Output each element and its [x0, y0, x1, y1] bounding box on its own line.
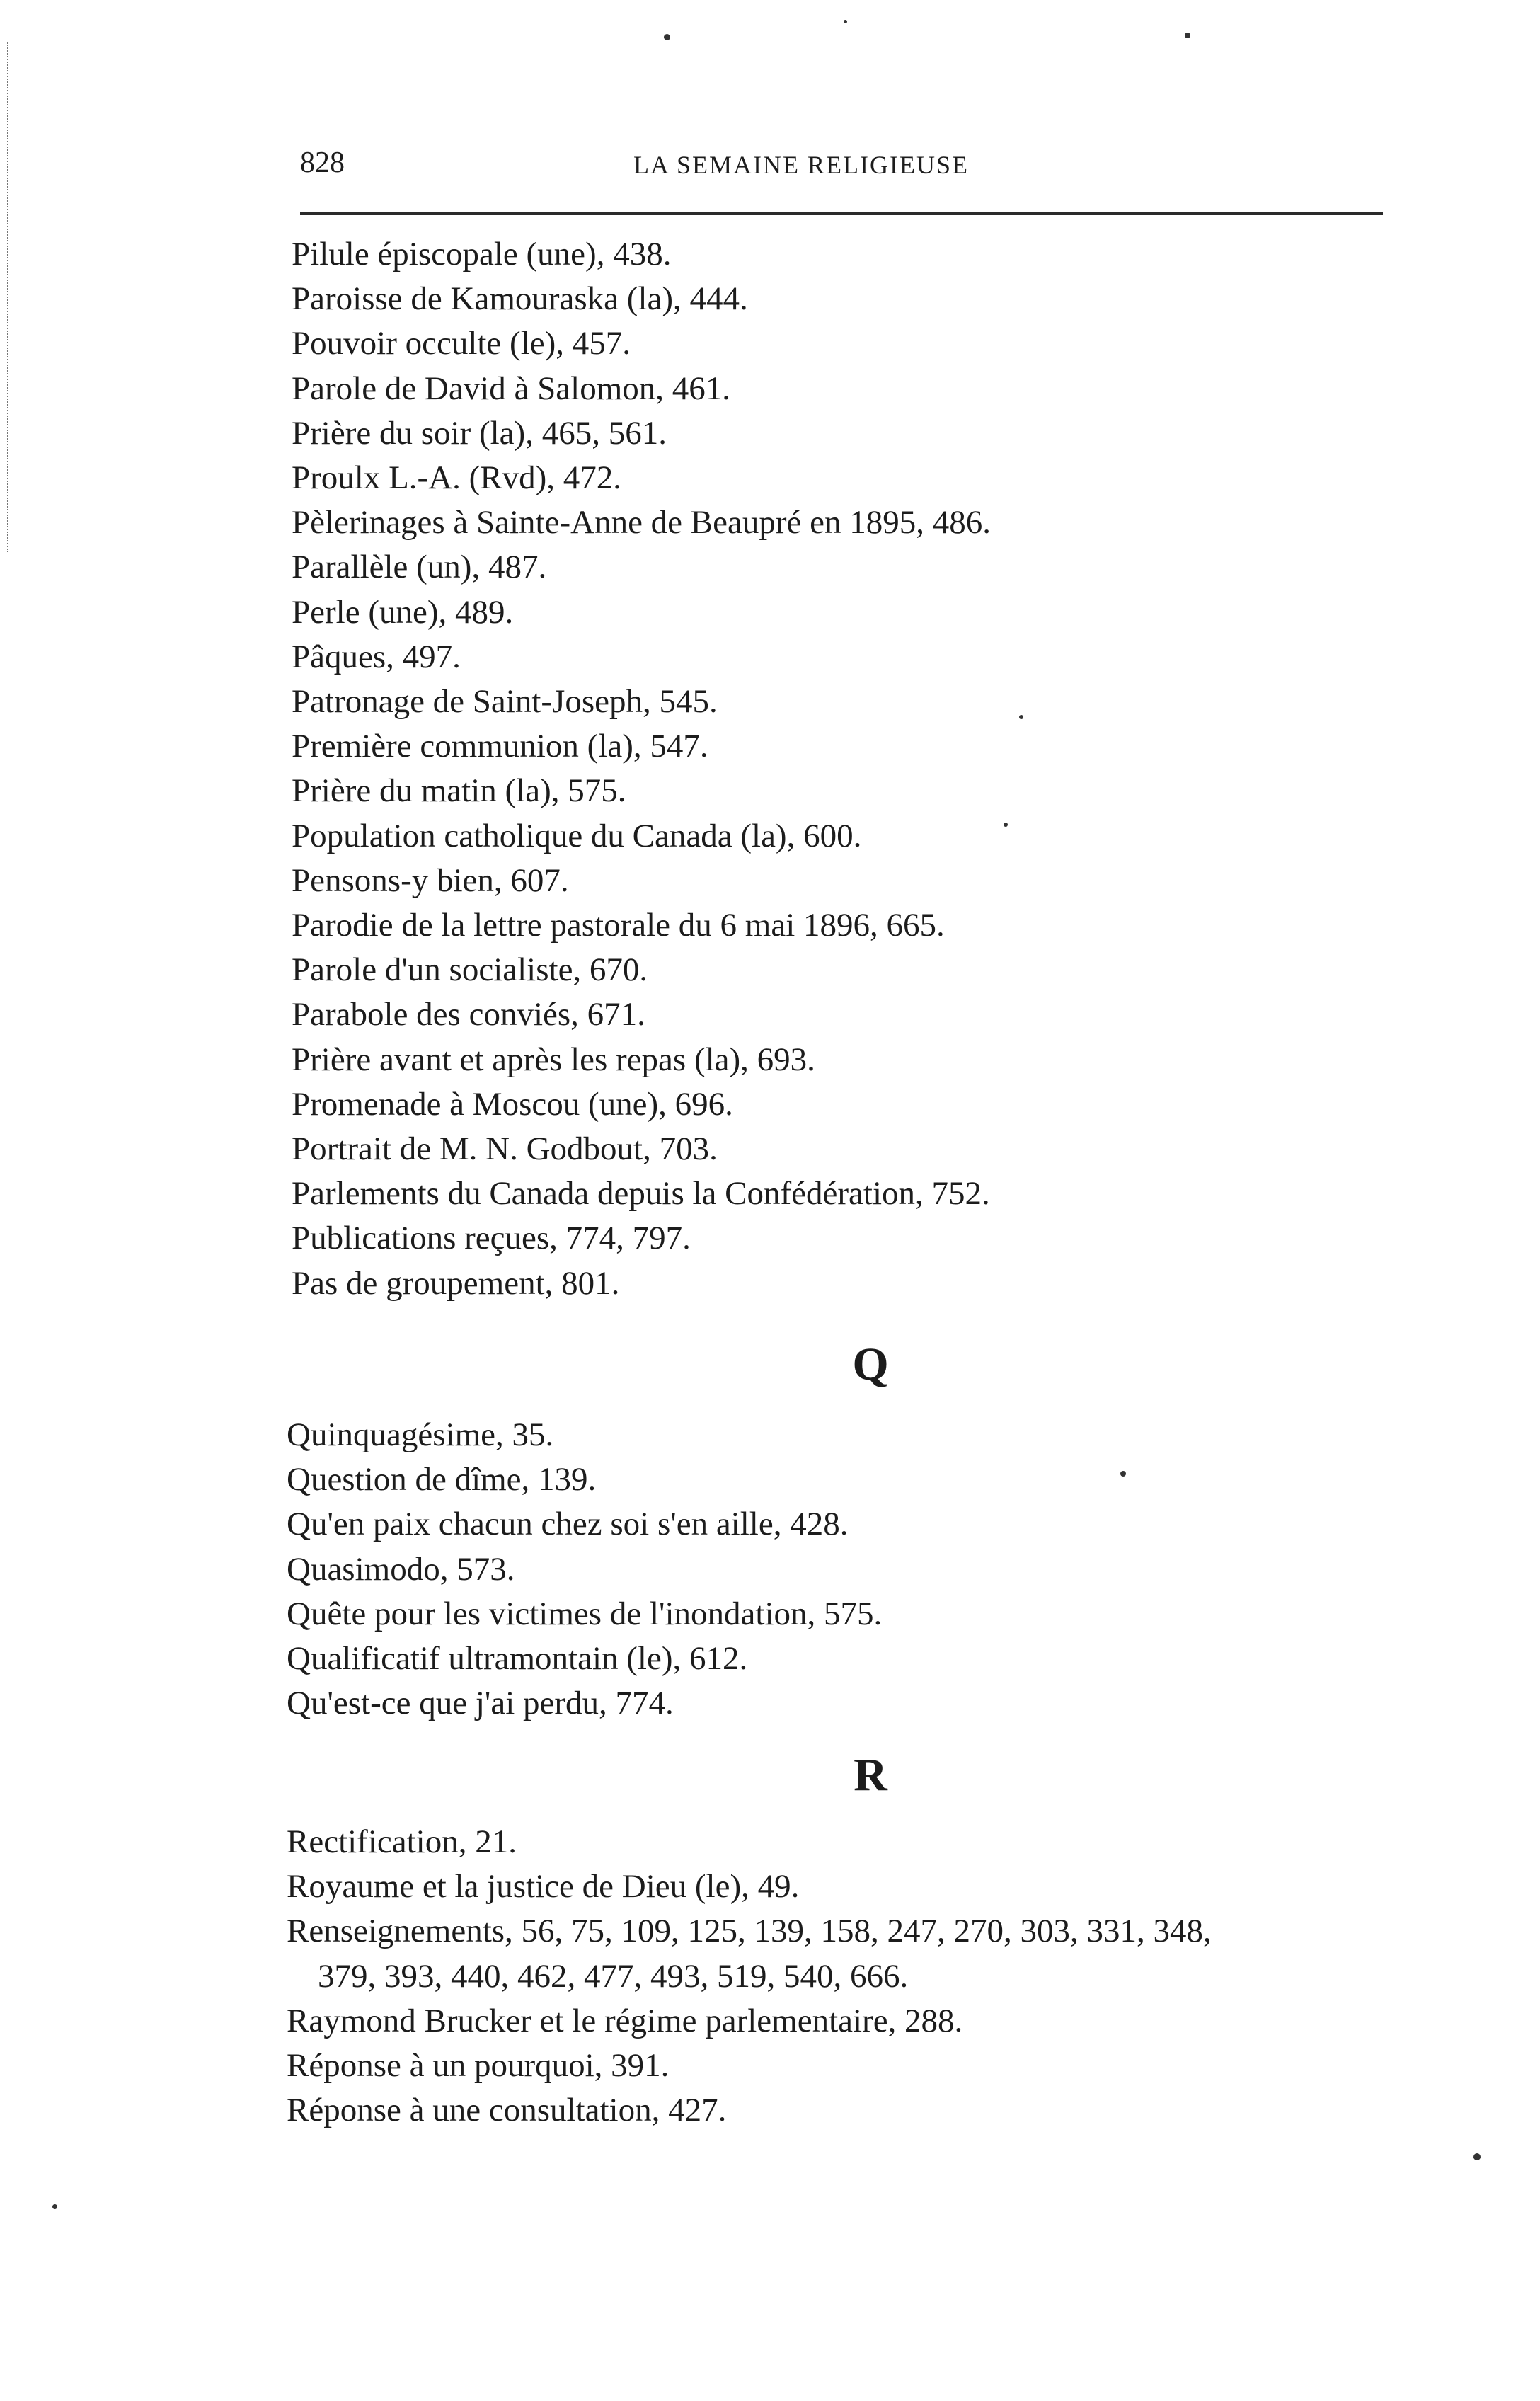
index-entry: Publications reçues, 774, 797.: [292, 1220, 691, 1257]
index-entry: Perle (une), 489.: [292, 593, 514, 631]
scan-speck: [52, 2204, 57, 2209]
index-entry: Pâques, 497.: [292, 638, 461, 675]
index-entry: Paroisse de Kamouraska (la), 444.: [292, 280, 748, 318]
index-entry: Réponse à une consultation, 427.: [287, 2092, 727, 2129]
index-entry: Population catholique du Canada (la), 600.: [292, 817, 862, 854]
entry-continuation-line: 379, 393, 440, 462, 477, 493, 519, 540, 666.: [318, 1957, 909, 1995]
index-entry: Patronage de Saint-Joseph, 545.: [292, 683, 718, 721]
index-entry: Promenade à Moscou (une), 696.: [292, 1085, 733, 1123]
index-entry: Question de dîme, 139.: [287, 1461, 597, 1499]
index-entry: Parlements du Canada depuis la Confédération, 752.: [292, 1175, 990, 1213]
index-entry: Parallèle (un), 487.: [292, 549, 547, 586]
running-head: LA SEMAINE RELIGIEUSE: [633, 151, 969, 179]
index-entry: Première communion (la), 547.: [292, 728, 708, 765]
index-entry: Rectification, 21.: [287, 1823, 517, 1860]
page-number: 828: [300, 147, 345, 179]
header-rule: [300, 212, 1383, 215]
index-entry: Pensons-y bien, 607.: [292, 861, 569, 899]
scan-speck: [844, 20, 847, 23]
index-entry: Qu'en paix chacun chez soi s'en aille, 428.: [287, 1506, 849, 1543]
index-entry: Pouvoir occulte (le), 457.: [292, 325, 631, 362]
scan-speck: [1019, 715, 1023, 719]
section-letter-q: Q: [852, 1339, 889, 1390]
entry-line: Renseignements, 56, 75, 109, 125, 139, 158, 247, 270, 303, 331, 348,: [287, 1913, 1212, 1950]
index-entry: Pèlerinages à Sainte-Anne de Beaupré en 1895, 486.: [292, 504, 991, 541]
index-entry: Raymond Brucker et le régime parlementaire, 288.: [287, 2002, 963, 2039]
index-entry: Parole de David à Salomon, 461.: [292, 369, 731, 407]
scan-speck: [1004, 823, 1008, 827]
section-letter-r: R: [854, 1749, 887, 1801]
index-entry: Quinquagésime, 35.: [287, 1416, 554, 1453]
index-entry: Proulx L.-A. (Rvd), 472.: [292, 459, 622, 497]
scan-margin-edge: [7, 42, 10, 552]
index-section-q: [287, 1413, 1391, 1726]
index-entry: Quasimodo, 573.: [287, 1550, 515, 1588]
index-entry: Parabole des conviés, 671.: [292, 996, 645, 1033]
index-entry: Prière avant et après les repas (la), 693.: [292, 1041, 815, 1078]
index-entry: Quête pour les victimes de l'inondation, 575.: [287, 1595, 883, 1632]
index-entry: Réponse à un pourquoi, 391.: [287, 2047, 670, 2085]
index-entry: Royaume et la justice de Dieu (le), 49.: [287, 1868, 800, 1906]
index-section-r: [287, 1820, 1391, 2133]
index-entry: Pas de groupement, 801.: [292, 1264, 620, 1302]
index-section-p: [292, 232, 1396, 1306]
index-entry: Parole d'un socialiste, 670.: [292, 951, 648, 989]
index-entry: Prière du matin (la), 575.: [292, 772, 626, 810]
index-entry: Parodie de la lettre pastorale du 6 mai 1896, 665.: [292, 907, 945, 944]
index-entry: Qu'est-ce que j'ai perdu, 774.: [287, 1685, 674, 1722]
index-entry: Pilule épiscopale (une), 438.: [292, 236, 672, 273]
scan-speck: [664, 34, 670, 40]
index-entry: Portrait de M. N. Godbout, 703.: [292, 1130, 718, 1168]
index-entry: Qualificatif ultramontain (le), 612.: [287, 1640, 748, 1678]
scan-speck: [1120, 1471, 1126, 1477]
scan-speck: [1185, 33, 1190, 38]
scan-speck: [1473, 2153, 1481, 2160]
index-entry: Prière du soir (la), 465, 561.: [292, 414, 667, 452]
index-entry-renseignements: [287, 1909, 1391, 1998]
